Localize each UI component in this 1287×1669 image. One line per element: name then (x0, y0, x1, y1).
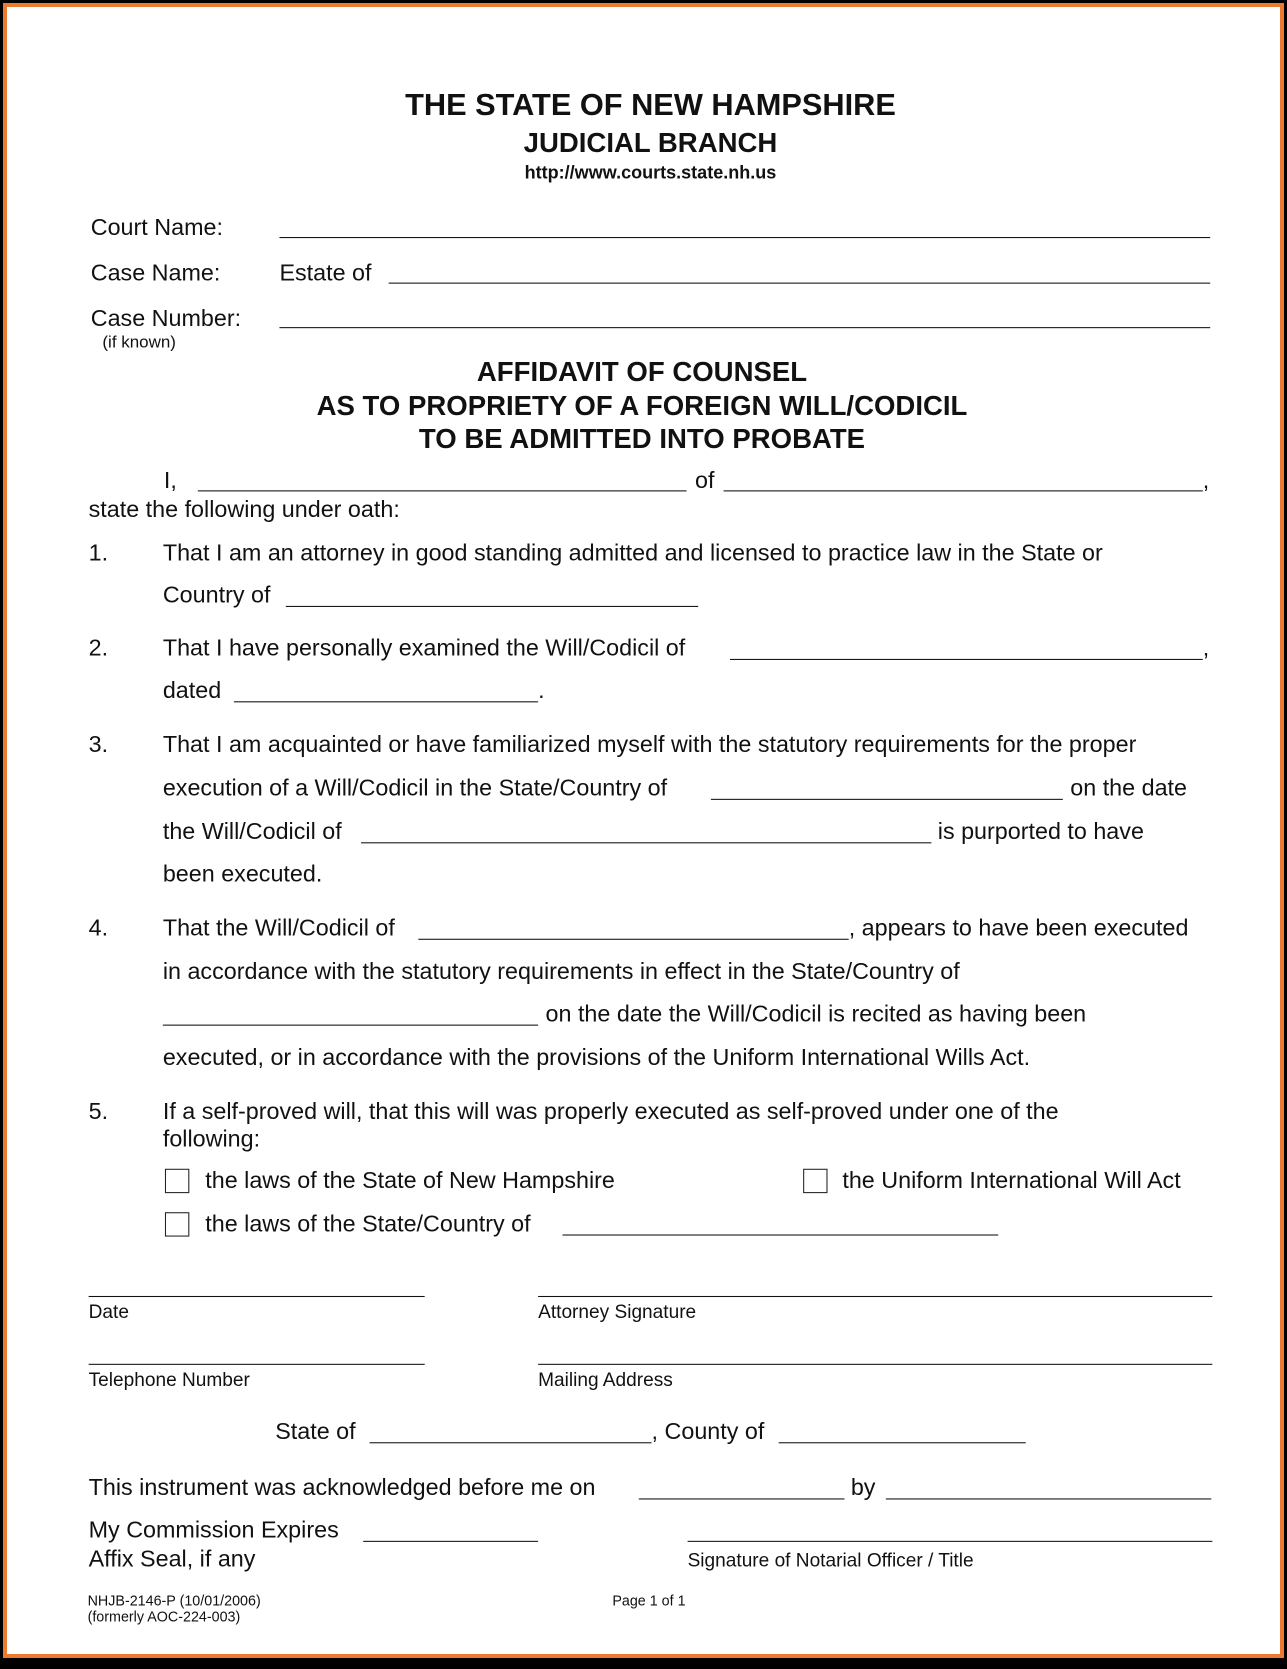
court-name-label: Court Name: (90, 213, 223, 241)
commission-label: My Commission Expires (88, 1516, 339, 1543)
item-4-number: 4. (88, 914, 109, 941)
other-state-checkbox[interactable] (165, 1212, 189, 1236)
court-name-field[interactable] (279, 237, 1210, 238)
will-dated-field[interactable] (234, 701, 538, 702)
intro-i: I, (163, 467, 177, 494)
item-2-text: That I have personally examined the Will/Codicil of (162, 634, 686, 662)
notary-state-field[interactable] (370, 1442, 652, 1443)
item-1-number: 1. (88, 539, 109, 566)
nh-laws-label: the laws of the State of New Hampshire (205, 1166, 615, 1194)
will-codicil-of-field[interactable] (418, 939, 848, 940)
mailing-address-label: Mailing Address (538, 1369, 673, 1391)
item-3-line-3b: is purported to have (937, 817, 1144, 845)
item-5-line-2: following: (162, 1125, 261, 1152)
item-3-line-2a: execution of a Will/Codicil in the State/Country of (162, 774, 668, 801)
execution-state-field[interactable] (711, 799, 1063, 800)
acknowledged-label: This instrument was acknowledged before me on (88, 1474, 596, 1501)
case-number-hint: (if known) (102, 333, 176, 352)
item-2-dated-label: dated (162, 676, 222, 704)
intro-comma: , (1202, 467, 1210, 494)
item-2-comma: , (1202, 634, 1210, 662)
item-4-line-2: in accordance with the statutory requirements in effect in the State/Country of (162, 957, 960, 985)
item-3-line-1: That I am acquainted or have familiarized myself with the statutory requirements for the proper (162, 730, 1137, 758)
acknowledged-by-field[interactable] (886, 1498, 1211, 1499)
mailing-address-field[interactable] (538, 1364, 1212, 1365)
intro-oath: state the following under oath: (88, 495, 400, 523)
county-of-label: , County of (651, 1417, 765, 1445)
page-number: Page 1 of 1 (612, 1592, 686, 1609)
case-number-field[interactable] (279, 327, 1210, 328)
affiant-name-field[interactable] (198, 490, 687, 491)
affix-seal-label: Affix Seal, if any (88, 1545, 256, 1572)
item-2-period: . (538, 676, 545, 704)
item-5-line-1: If a self-proved will, that this will was properly executed as self-proved under one of the (162, 1097, 1059, 1125)
by-label: by (850, 1474, 876, 1501)
attorney-signature-field[interactable] (538, 1296, 1212, 1297)
item-2-number: 2. (88, 634, 109, 662)
telephone-label: Telephone Number (88, 1369, 250, 1391)
other-state-field[interactable] (562, 1234, 998, 1235)
other-state-label: the laws of the State/Country of (205, 1210, 531, 1237)
state-heading: THE STATE OF NEW HAMPSHIRE (405, 88, 896, 123)
telephone-field[interactable] (89, 1364, 425, 1365)
date-label: Date (88, 1301, 129, 1323)
document-page (7, 7, 1287, 1669)
attorney-signature-label: Attorney Signature (538, 1301, 697, 1323)
case-name-field[interactable] (389, 283, 1211, 284)
item-3-line-3a: the Will/Codicil of (162, 817, 342, 845)
page-frame (3, 3, 1284, 1658)
date-field[interactable] (89, 1296, 425, 1297)
item-3-number: 3. (88, 730, 109, 758)
notary-county-field[interactable] (779, 1442, 1026, 1443)
item-3-line-2b: on the date (1070, 774, 1188, 801)
item-4-line-1a: That the Will/Codicil of (162, 914, 395, 941)
examined-will-of-field[interactable] (730, 659, 1203, 660)
title-line-2: AS TO PROPRIETY OF A FOREIGN WILL/CODICIL (316, 389, 968, 422)
notary-signature-label: Signature of Notarial Officer / Title (687, 1549, 974, 1571)
form-id: NHJB-2146-P (10/01/2006) (87, 1592, 261, 1609)
item-1-text: That I am an attorney in good standing admitted and licensed to practice law in the State or (162, 539, 1103, 566)
item-3-line-4: been executed. (162, 860, 323, 887)
uniform-act-label: the Uniform International Will Act (842, 1166, 1181, 1194)
form-formerly: (formerly AOC-224-003) (87, 1608, 241, 1625)
estate-of-label: Estate of (279, 259, 372, 286)
statutory-state-field[interactable] (163, 1025, 538, 1026)
title-line-1: AFFIDAVIT OF COUNSEL (476, 355, 808, 388)
notary-signature-field[interactable] (688, 1541, 1213, 1542)
title-line-3: TO BE ADMITTED INTO PROBATE (418, 422, 866, 455)
intro-of: of (695, 467, 715, 494)
item-4-line-1b: , appears to have been executed (848, 914, 1189, 941)
court-url[interactable]: http://www.courts.state.nh.us (524, 162, 777, 183)
item-5-number: 5. (88, 1097, 109, 1125)
will-of-field[interactable] (361, 842, 931, 843)
affiant-address-field[interactable] (724, 490, 1203, 491)
uniform-act-checkbox[interactable] (803, 1169, 827, 1193)
item-1-country-label: Country of (162, 581, 271, 609)
acknowledged-date-field[interactable] (639, 1498, 845, 1499)
nh-laws-checkbox[interactable] (165, 1169, 189, 1193)
case-name-label: Case Name: (90, 259, 221, 286)
state-of-label: State of (275, 1417, 356, 1445)
branch-heading: JUDICIAL BRANCH (523, 126, 778, 159)
item-4-line-4: executed, or in accordance with the provisions of the Uniform International Wills Act. (162, 1043, 1031, 1071)
commission-expires-field[interactable] (363, 1541, 538, 1542)
item-4-line-3: on the date the Will/Codicil is recited as having been (545, 1000, 1087, 1027)
licensed-country-field[interactable] (286, 606, 698, 607)
case-number-label: Case Number: (90, 304, 242, 332)
